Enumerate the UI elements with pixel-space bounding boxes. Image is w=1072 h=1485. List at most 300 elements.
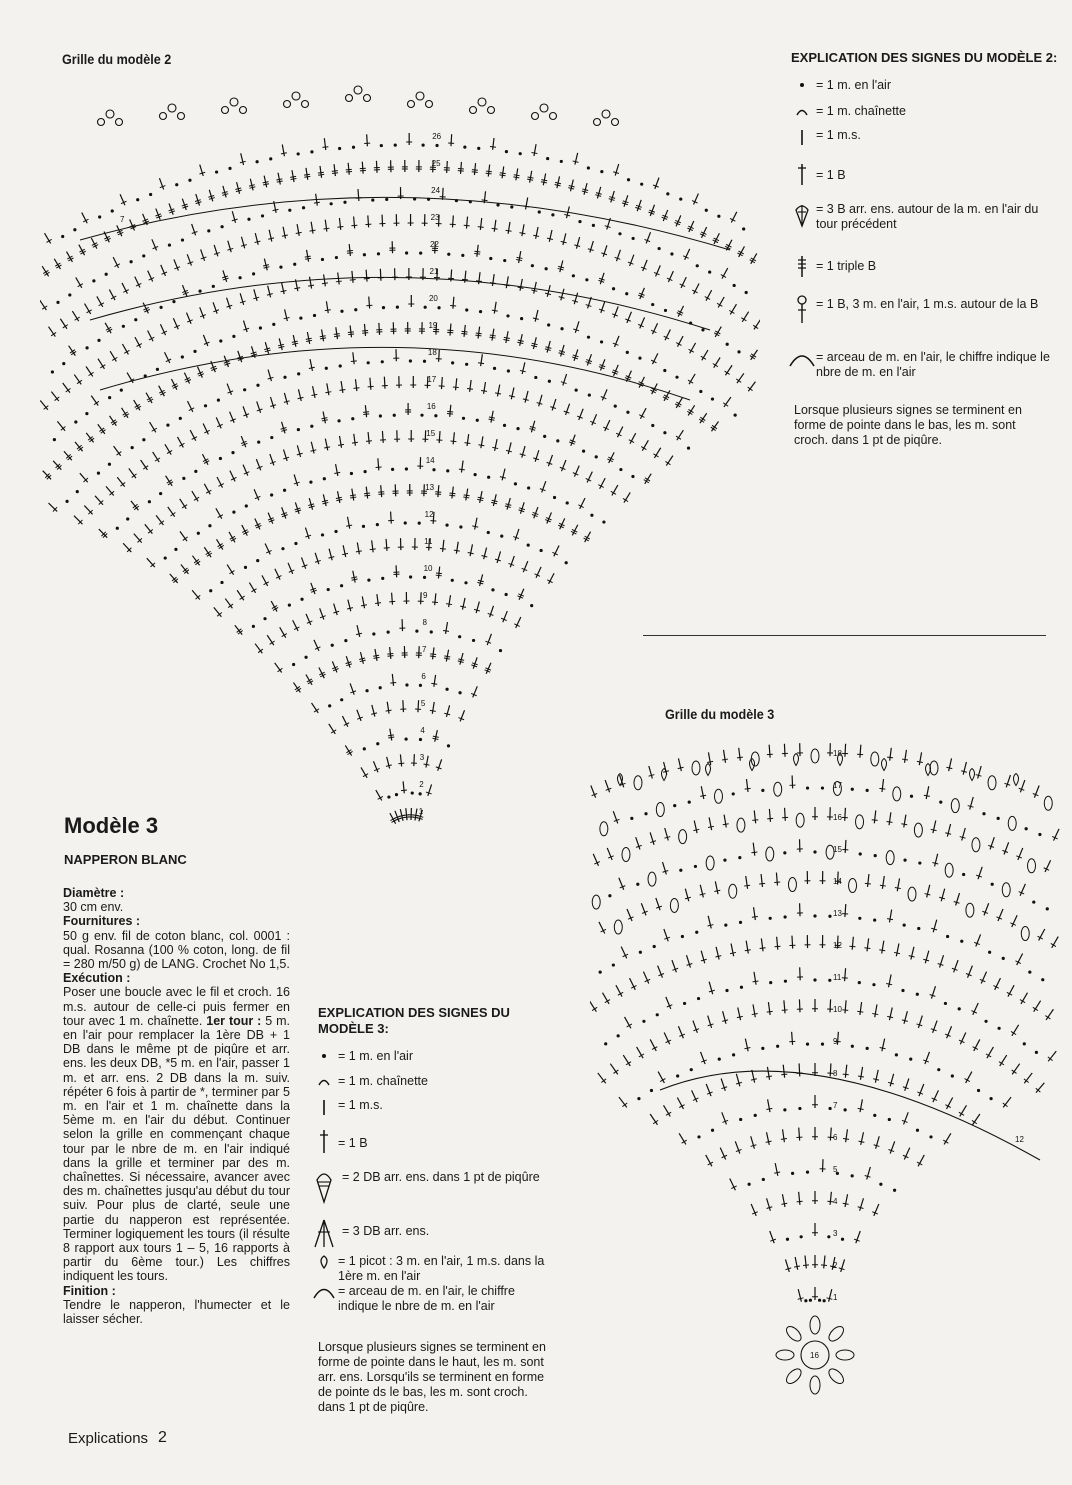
stitch-mark [282, 227, 288, 239]
stitch-mark [394, 214, 400, 226]
chain-dot [734, 414, 737, 417]
stitch-mark [275, 569, 282, 580]
stitch-mark [492, 439, 498, 451]
stitch-mark [204, 547, 212, 557]
chain-dot [351, 417, 354, 420]
stitch-mark [700, 885, 706, 898]
chain-dot [631, 475, 634, 478]
round-number: 6 [421, 672, 426, 682]
stitch-mark [612, 307, 618, 318]
chain-dot [991, 883, 994, 886]
chain-dot [432, 468, 435, 471]
stitch-mark [737, 748, 743, 761]
chain-dot [377, 252, 380, 255]
stitch-mark [357, 710, 363, 721]
stitch-mark [706, 1155, 713, 1166]
stitch-mark [611, 485, 618, 495]
chain-dot [256, 384, 259, 387]
chain-dot [644, 812, 647, 815]
stitch-mark [797, 839, 803, 852]
chain-dot [745, 291, 748, 294]
chain-dot [405, 467, 408, 470]
stitch-mark [520, 446, 526, 458]
chain-arc [80, 197, 730, 250]
stitch-mark [751, 1070, 757, 1083]
stitch-mark [255, 519, 262, 530]
stitch-mark [976, 867, 982, 879]
stitch-mark [797, 903, 803, 916]
section-execution [63, 971, 290, 1283]
chain-dot [293, 263, 296, 266]
chain-dot [175, 183, 178, 186]
stitch-mark [865, 874, 871, 887]
stitch-mark [257, 401, 263, 412]
stitch-mark [812, 999, 818, 1012]
chain-dot [477, 147, 480, 150]
round-number: 22 [430, 240, 439, 250]
stitch-mark [946, 758, 952, 771]
stitch-mark [242, 525, 249, 536]
stitch-mark [532, 144, 538, 156]
chain-dot [108, 396, 111, 399]
stitch-mark [195, 194, 201, 205]
chain-dot [951, 1074, 954, 1077]
chain-dot [394, 144, 397, 147]
chain-dot [310, 150, 313, 153]
chain-dot [159, 306, 162, 309]
model2-legend-note: Lorsque plusieurs signes se terminent en forme de pointe dans le bas, les m. sont croch. dans 1 pt de piqûre. [794, 403, 1022, 447]
stitch-mark [687, 405, 694, 415]
stitch-mark [432, 730, 438, 742]
stitch-mark [354, 379, 360, 391]
chain-dot [748, 1183, 751, 1186]
chain-dot [309, 481, 312, 484]
chain-dot [419, 251, 422, 254]
stitch-mark [858, 1067, 864, 1080]
picot-mark [284, 101, 291, 108]
round-number: 26 [432, 132, 442, 142]
stitch-mark [184, 373, 191, 384]
stitch-mark [797, 1063, 803, 1076]
chain-dot [365, 689, 368, 692]
stitch-mark [986, 1047, 993, 1058]
picot-mark [478, 98, 486, 106]
stitch-mark [960, 828, 966, 841]
stitch-mark [729, 304, 736, 314]
stitch-mark [347, 600, 353, 612]
stitch-mark [106, 486, 114, 495]
stitch-mark [902, 1011, 908, 1024]
chain-dot [496, 203, 499, 206]
chain-dot [551, 213, 554, 216]
chain-dot [85, 346, 88, 349]
stitch-mark [607, 452, 614, 463]
stitch-mark [584, 532, 591, 542]
stitch-mark [235, 625, 243, 634]
picot-mark [364, 95, 371, 102]
stitch-mark [76, 277, 83, 287]
stitch-mark [601, 389, 607, 400]
two-dtr-cluster-icon [310, 1170, 338, 1204]
stitch-mark [392, 268, 398, 280]
picot-mark [706, 764, 711, 776]
chain-dot [479, 310, 482, 313]
chain-dot [540, 549, 543, 552]
chain-dot [174, 548, 177, 551]
stitch-mark [63, 383, 71, 393]
chain-dot [828, 1107, 831, 1110]
chain-dot [590, 514, 593, 517]
stitch-mark [820, 1159, 826, 1172]
stitch-mark [966, 966, 972, 978]
stitch-mark [224, 356, 230, 367]
chain-dot [1002, 957, 1005, 960]
stitch-mark [380, 431, 386, 443]
stitch-mark [375, 594, 381, 606]
stitch-mark [332, 661, 338, 672]
stitch-mark [412, 538, 418, 550]
chain-dot [179, 417, 182, 420]
chain-dot [238, 276, 241, 279]
chain-dot [903, 924, 906, 927]
stitch-mark [490, 274, 496, 286]
chain-dot [310, 425, 313, 428]
chain-dot [330, 202, 333, 205]
stitch-mark [364, 270, 370, 282]
chain-dot [62, 362, 65, 365]
stitch-mark [619, 878, 625, 890]
stitch-mark [117, 477, 125, 486]
stitch-mark [974, 934, 980, 946]
legend-row [788, 104, 906, 119]
chain-dot [937, 1068, 940, 1071]
stitch-mark [980, 972, 987, 984]
stitch-mark [644, 474, 651, 484]
chain-dot [166, 424, 169, 427]
chain-dot [872, 983, 875, 986]
picot-mark [168, 104, 176, 112]
chain-dot [367, 579, 370, 582]
chain-dot [313, 314, 316, 317]
stitch-mark [200, 307, 206, 318]
stitch-mark [665, 828, 671, 841]
stitch-mark [725, 365, 732, 375]
stitch-mark [505, 498, 511, 510]
chain-dot [806, 786, 809, 789]
chain-dot [338, 147, 341, 150]
legend-text: = 1 m.s. [338, 1098, 383, 1112]
stitch-mark [187, 254, 193, 265]
stitch-mark [198, 367, 204, 378]
stitch-mark [713, 357, 720, 367]
stitch-mark [156, 209, 162, 220]
stitch-mark [478, 436, 484, 448]
stitch-mark [1051, 937, 1058, 948]
chain-dot [600, 340, 603, 343]
stitch-mark [751, 843, 757, 856]
stitch-mark [730, 212, 737, 223]
chain-dot [813, 978, 816, 981]
cluster-mark [600, 822, 608, 836]
stitch-mark [770, 1231, 776, 1243]
stitch-mark [582, 183, 588, 195]
chain-dot [718, 1058, 721, 1061]
stitch-mark [737, 1007, 743, 1020]
legend-row [310, 1218, 429, 1248]
stitch-mark [523, 198, 529, 210]
chain-dot [543, 435, 546, 438]
chain-dot [499, 649, 502, 652]
chain-dot [283, 376, 286, 379]
stitch-mark [278, 338, 284, 350]
stitch-mark [352, 434, 358, 446]
chain-dot [546, 157, 549, 160]
section-heading: Exécution : [63, 971, 131, 986]
legend-row [788, 128, 861, 146]
chain-dot [334, 530, 337, 533]
stitch-mark [959, 1105, 967, 1116]
stitch-mark [1012, 1064, 1020, 1075]
stitch-mark [735, 1141, 741, 1153]
round-number: 24 [431, 186, 441, 196]
stitch-mark [637, 1047, 644, 1058]
stitch-mark [288, 563, 294, 574]
stitch-mark [917, 1155, 924, 1166]
legend-row [788, 162, 846, 186]
stitch-mark [909, 947, 915, 960]
round-heading: 1er tour : [206, 1013, 262, 1028]
stitch-mark [667, 271, 673, 282]
stitch-mark [766, 1067, 772, 1080]
chain-dot [447, 253, 450, 256]
stitch-mark [767, 745, 773, 758]
stitch-mark [821, 1255, 827, 1268]
chain-dot [585, 278, 588, 281]
chain-dot [149, 193, 152, 196]
stitch-mark [603, 420, 610, 431]
cluster-mark [766, 847, 774, 861]
stitch-mark [741, 312, 748, 322]
chain-dot [136, 198, 139, 201]
cluster-mark [945, 863, 953, 877]
chain-dot [380, 144, 383, 147]
chain-dot [423, 576, 426, 579]
stitch-mark [491, 494, 497, 506]
chain-dot [252, 272, 255, 275]
stitch-mark [705, 290, 712, 301]
stitch-mark [464, 217, 470, 229]
stitch-mark [676, 336, 683, 347]
cluster-mark [930, 761, 938, 775]
stitch-mark [888, 1141, 894, 1153]
stitch-mark [253, 289, 259, 301]
chain-dot [958, 1007, 961, 1010]
chain-dot [732, 792, 735, 795]
stitch-mark [440, 540, 446, 552]
stitch-mark [639, 408, 646, 419]
stitch-mark [500, 469, 506, 481]
stitch-mark [145, 524, 153, 533]
stitch-mark [588, 241, 594, 252]
chain-dot [530, 604, 533, 607]
picot-mark [882, 759, 887, 771]
chain-dot [120, 388, 123, 391]
stitch-mark [500, 166, 506, 178]
stitch-mark [574, 237, 580, 249]
stitch-mark [932, 854, 938, 867]
stitch-mark [664, 1033, 671, 1045]
stitch-mark [854, 1231, 860, 1243]
stitch-mark [417, 457, 423, 469]
chain-dot [404, 521, 407, 524]
chain-dot [164, 556, 167, 559]
stitch-mark [535, 567, 542, 578]
stitch-mark [644, 232, 650, 243]
stitch-mark [930, 986, 936, 998]
stitch-mark [263, 259, 269, 271]
stitch-mark [241, 237, 247, 249]
stitch-mark [388, 729, 394, 741]
stitch-mark [708, 916, 714, 929]
stitch-mark [895, 878, 901, 891]
stitch-mark [114, 446, 122, 456]
stitch-mark [444, 705, 450, 717]
stitch-mark [586, 472, 593, 483]
legend-row [310, 1284, 550, 1314]
chain-dot [379, 414, 382, 417]
cluster-mark [706, 856, 714, 870]
stitch-mark [663, 862, 669, 874]
stitch-mark [564, 404, 570, 415]
stitch-mark [450, 297, 456, 309]
chain-dot [666, 192, 669, 195]
stitch-mark [797, 999, 803, 1012]
stitch-mark [685, 889, 691, 902]
cluster-mark [1002, 883, 1010, 897]
chain-dot [193, 350, 196, 353]
stitch-mark [410, 376, 416, 388]
stitch-mark [572, 293, 578, 304]
chain-dot-icon [310, 1049, 338, 1063]
single-crochet-icon [310, 1098, 338, 1116]
legend-row [310, 1074, 428, 1089]
stitch-mark [612, 365, 618, 376]
stitch-mark [265, 544, 272, 555]
model2-legend-title: EXPLICATION DES SIGNES DU MODÈLE 2: [791, 50, 1058, 65]
stitch-mark [240, 153, 246, 165]
stitch-mark [730, 1179, 737, 1191]
stitch-mark [150, 422, 157, 432]
picot-mark [302, 101, 309, 108]
round-number: 2 [419, 780, 424, 790]
stitch-mark [643, 972, 650, 984]
stitch-mark [843, 1065, 849, 1078]
stitch-mark [812, 1287, 818, 1300]
chain-dot [696, 264, 699, 267]
chain-dot [447, 744, 450, 747]
chain-dot [909, 1058, 912, 1061]
chain-dot [653, 945, 656, 948]
stitch-mark [342, 716, 349, 727]
cluster-mark [988, 776, 996, 790]
chain-dot [740, 986, 743, 989]
chain-dot [879, 1183, 882, 1186]
chain-dot [545, 267, 548, 270]
chain-dot [148, 500, 151, 503]
stitch-mark [322, 274, 328, 286]
chain-dot [244, 566, 247, 569]
cluster-mark [714, 789, 722, 803]
chain-dot [430, 630, 433, 633]
chain-dot [376, 523, 379, 526]
chain-dot [159, 492, 162, 495]
stitch-mark [559, 345, 565, 356]
chain-dot [387, 630, 390, 633]
stitch-mark [309, 359, 315, 371]
stitch-mark [329, 724, 336, 734]
stitch-mark [40, 300, 47, 310]
stitch-mark [69, 346, 77, 356]
chain-dot [566, 501, 569, 504]
stitch-mark [249, 583, 256, 593]
stitch-mark [213, 302, 219, 313]
chain-dot [281, 547, 284, 550]
chain-dot [918, 861, 921, 864]
stitch-mark [804, 935, 810, 948]
stitch-mark [430, 647, 436, 659]
stitch-mark [968, 797, 974, 810]
round-number: 19 [428, 321, 438, 331]
chain-dot [676, 1074, 679, 1077]
stitch-mark [122, 344, 129, 354]
stitch-mark [182, 199, 188, 210]
chain-dot [612, 963, 615, 966]
stitch-mark [446, 595, 452, 607]
stitch-mark [301, 557, 307, 568]
chain-dot [602, 520, 605, 523]
stitch-mark [217, 539, 224, 549]
stitch-mark [57, 421, 65, 430]
model2-legend [788, 78, 1060, 378]
stitch-mark [736, 373, 744, 383]
chain-dot [97, 471, 100, 474]
stitch-mark [872, 1204, 879, 1216]
stitch-mark [619, 1097, 627, 1107]
stitch-mark [148, 271, 154, 282]
stitch-mark [591, 786, 597, 798]
stitch-mark [781, 1194, 787, 1207]
stitch-mark [400, 700, 406, 712]
round-number: 13 [833, 909, 842, 918]
stitch-mark [820, 871, 826, 884]
chain-dot [487, 476, 490, 479]
stitch-mark [561, 374, 567, 385]
stitch-mark [120, 194, 126, 205]
stitch-mark [408, 295, 414, 307]
chain-dot [627, 178, 630, 181]
stitch-mark [440, 188, 446, 200]
stitch-mark [296, 224, 302, 236]
stitch-mark [85, 304, 92, 314]
stitch-mark [129, 468, 137, 478]
stitch-mark [886, 975, 892, 988]
chain-dot [962, 873, 965, 876]
chain-dot [637, 1097, 640, 1100]
chain-dot [874, 854, 877, 857]
chain-dot [142, 438, 145, 441]
round-number: 13 [425, 483, 435, 493]
picot-mark [470, 107, 477, 114]
